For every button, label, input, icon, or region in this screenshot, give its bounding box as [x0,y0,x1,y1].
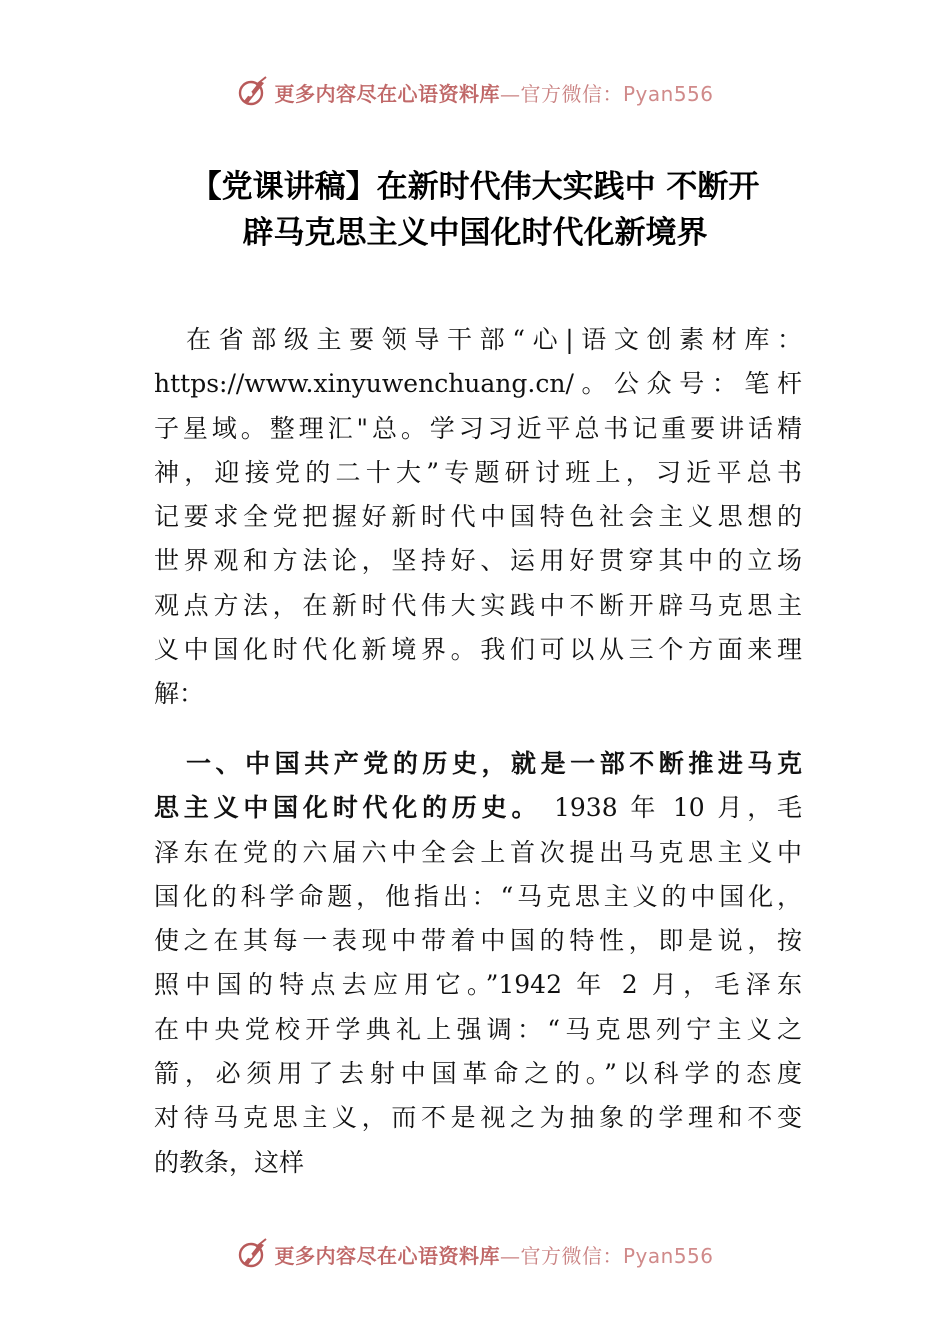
text-line: 国化的科学命题，他指出：“马克思主义的中国化， [154,881,802,911]
banner-wechat-id: Pyan556 [622,1243,714,1268]
banner-label: 官方微信： [520,81,623,106]
text-line: 对待马克思主义，而不是视之为抽象的学理和不变 [154,1103,802,1133]
text-line: 义中国化时代化新境界。我们可以从三个方面来理 [154,635,802,665]
text-run: 1938 年 10 月，毛 [541,793,802,823]
header-banner [0,70,950,114]
banner-brand: 更多内容尽在心语资料库 [274,1243,500,1268]
text-line: 在中央党校开学典礼上强调：“马克思列宁主义之 [154,1014,802,1044]
text-line: https://www.xinyuwenchuang.cn/。公众号：笔杆 [154,369,802,399]
footer-banner [0,1232,950,1276]
text-line: 观点方法，在新时代伟大实践中不断开辟马克思主 [154,590,802,620]
section-heading-part-1: 一、中国共产党的历史，就是一部不断推进马克 [186,749,802,778]
banner-wechat-id: Pyan556 [622,81,714,106]
section-heading-part-2: 思主义中国化时代化的历史。 [154,793,542,823]
quill-pen-logo-icon [236,75,270,109]
quill-pen-logo-icon [236,1237,270,1271]
banner-text [274,1240,713,1269]
text-line: 的教条，这样 [154,1147,305,1177]
text-line: 箭，必须用了去射中国革命之的。”以科学的态度 [154,1059,802,1089]
text-line: 解： [154,679,205,709]
banner-brand: 更多内容尽在心语资料库 [274,81,500,106]
text-line: 泽东在党的六届六中全会上首次提出马克思主义中 [154,837,802,867]
text-line: 记要求全党把握好新时代中国特色社会主义思想的 [154,502,802,532]
text-line: 世界观和方法论，坚持好、运用好贯穿其中的立场 [154,546,802,576]
title-line-2: 辟马克思主义中国化时代化新境界 [242,215,708,251]
banner-separator: — [499,1243,521,1268]
banner-label: 官方微信： [520,1243,623,1268]
banner-separator: — [499,81,521,106]
banner-text [274,78,713,107]
text-line [154,786,802,830]
text-line: 神，迎接党的二十大”专题研讨班上，习近平总书 [154,457,802,487]
text-line: 照中国的特点去应用它。”1942 年 2 月，毛泽东 [154,970,802,1000]
text-line [154,742,802,786]
paragraph-intro [154,318,802,717]
paragraph-section-one [154,742,802,1185]
text-line: 在省部级主要领导干部“心|语文创素材库： [186,325,802,354]
text-line: 使之在其每一表现中带着中国的特性，即是说，按 [154,926,802,956]
document-title [120,164,830,256]
text-line: 子星域。整理汇"总。学习习近平总书记重要讲话精 [154,413,802,443]
title-line-1: 【党课讲稿】在新时代伟大实践中 不断开 [190,169,760,205]
